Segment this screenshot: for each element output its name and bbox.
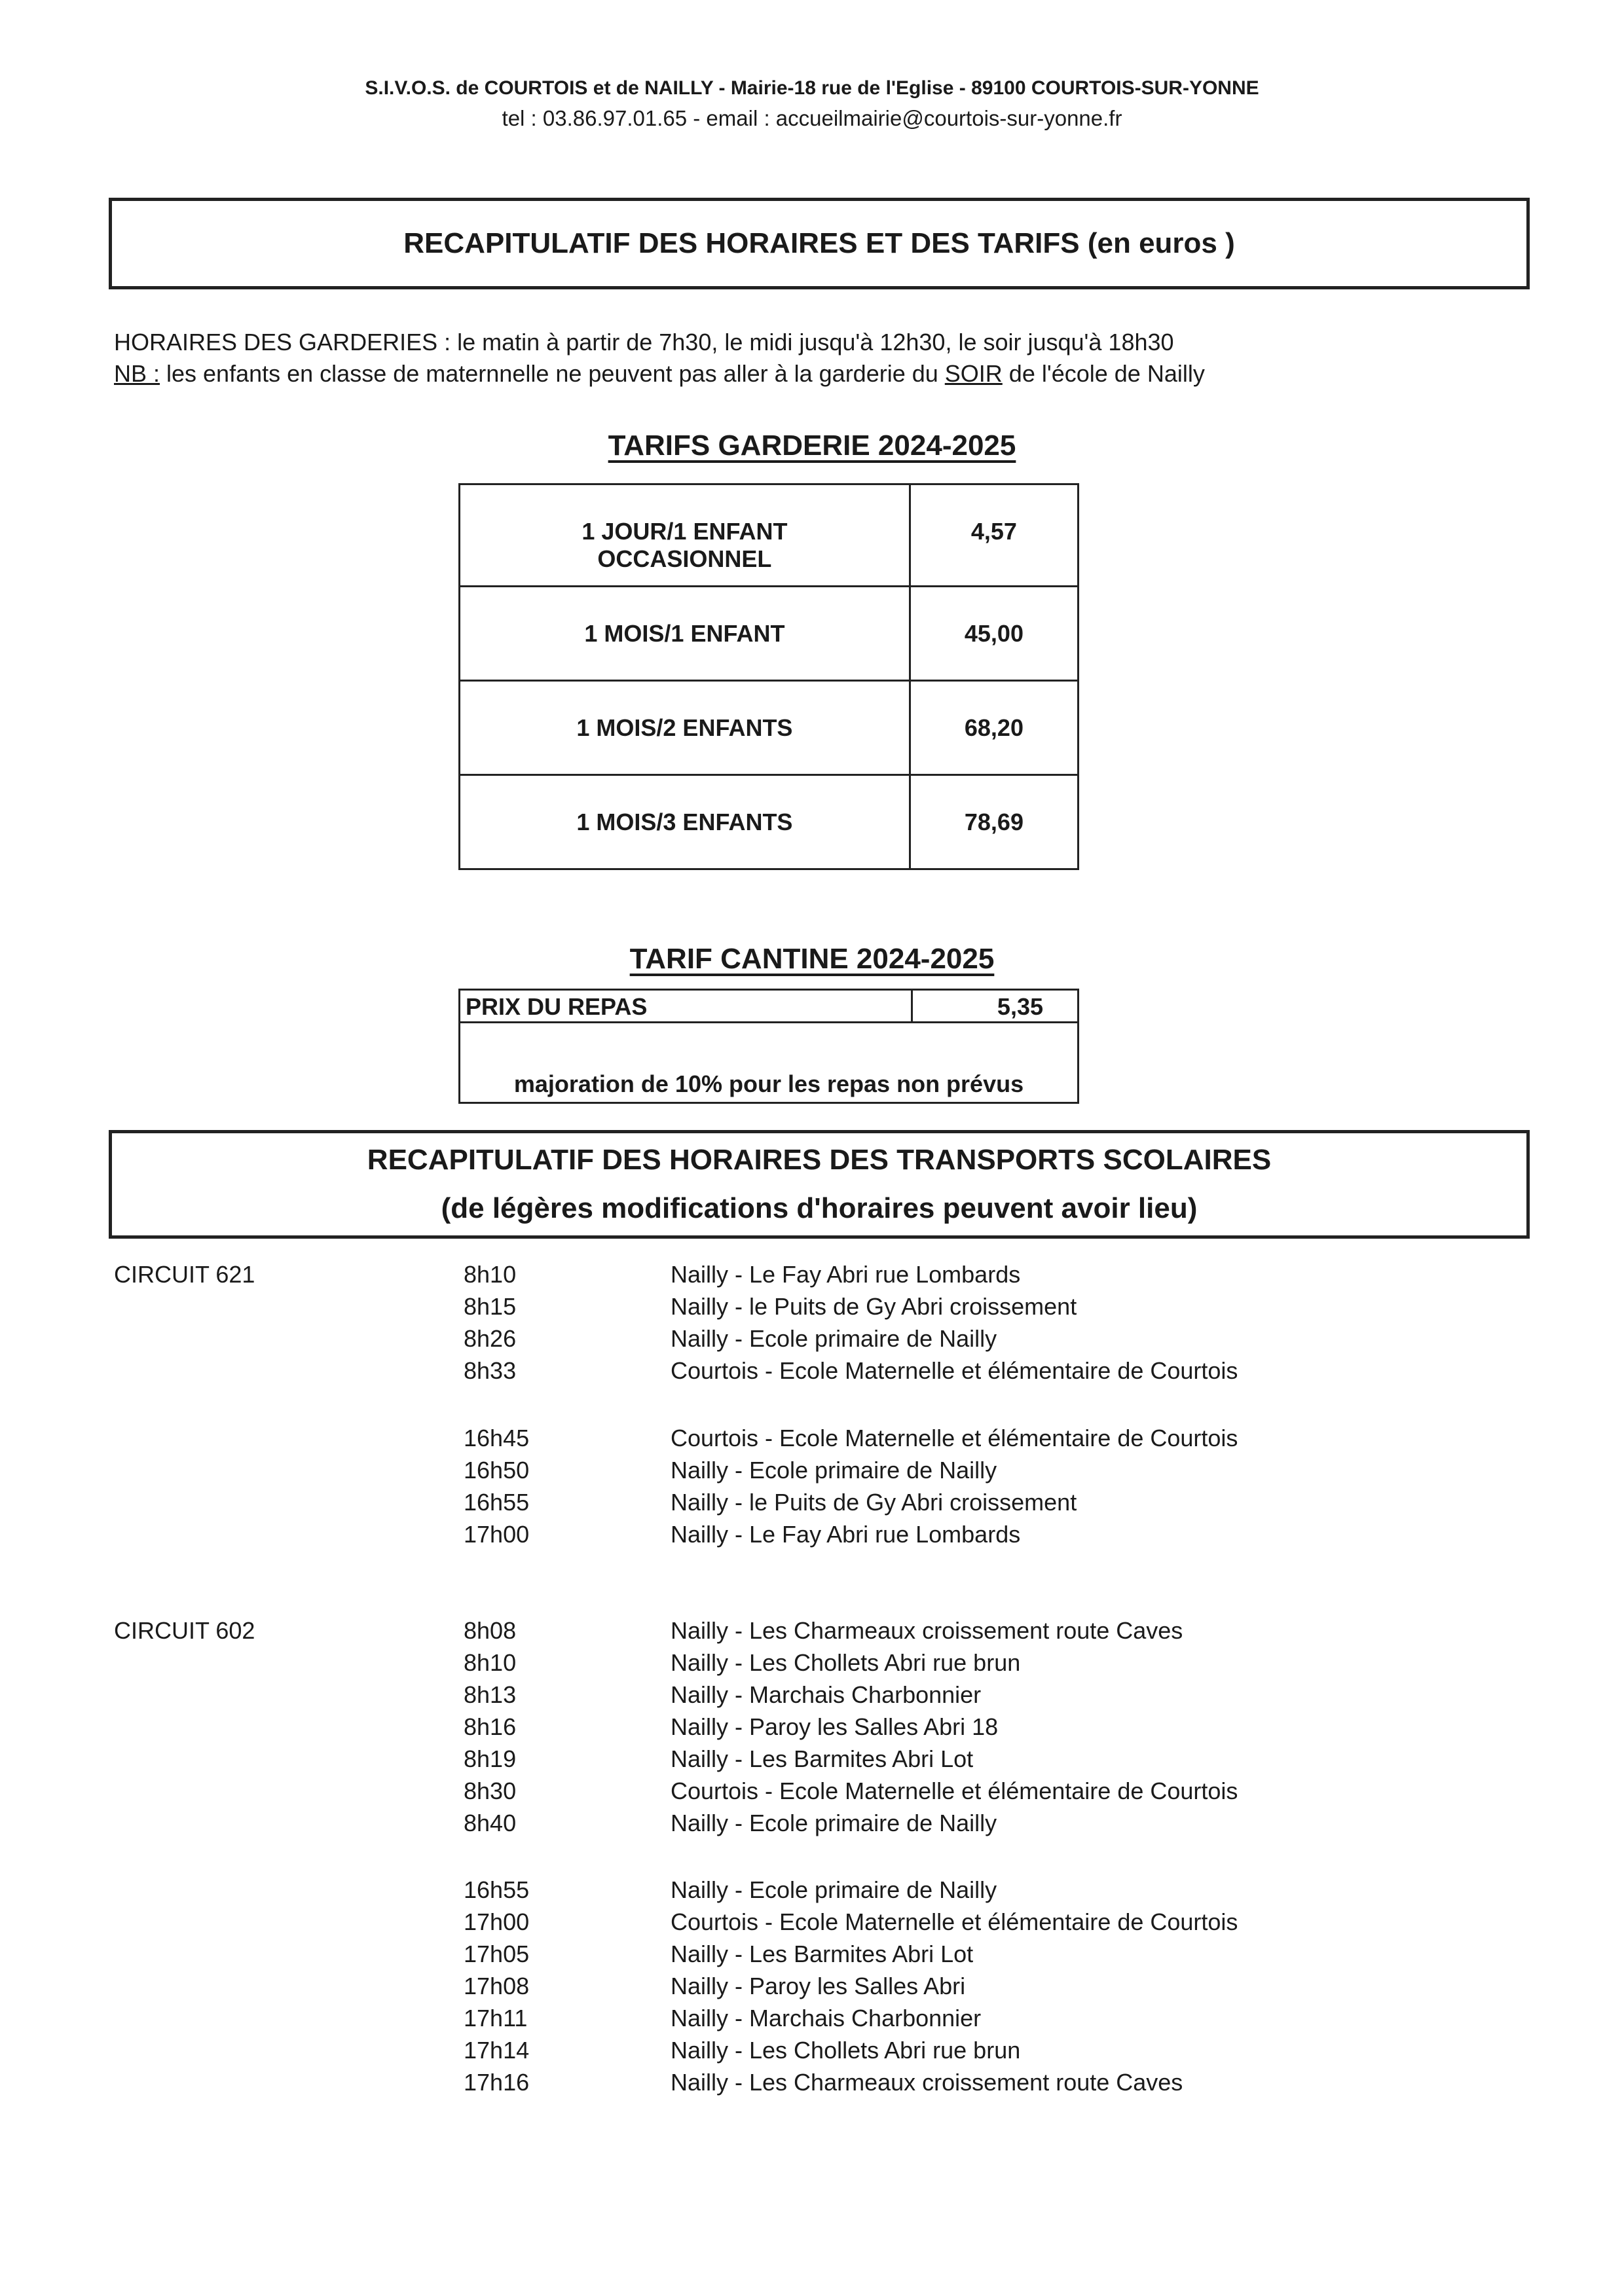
- stop-place: Courtois - Ecole Maternelle et élémentaire de Courtois: [671, 1777, 1238, 1804]
- stop-time: 17h00: [464, 1521, 530, 1548]
- recap-title: RECAPITULATIF DES HORAIRES ET DES TARIFS (en euros ): [403, 227, 1235, 259]
- stop-place: Nailly - Paroy les Salles Abri 18: [671, 1713, 999, 1740]
- garderie-label: 1 MOIS/1 ENFANT: [460, 587, 910, 681]
- list-item: [0, 1745, 1624, 1778]
- stop-place: Nailly - Paroy les Salles Abri: [671, 1973, 966, 1999]
- garderie-value: 45,00: [910, 587, 1078, 681]
- stop-time: 17h08: [464, 1973, 530, 1999]
- stop-time: 8h10: [464, 1649, 517, 1676]
- stop-time: 16h50: [464, 1457, 530, 1484]
- stop-time: 17h00: [464, 1908, 530, 1935]
- stop-time: 17h14: [464, 2037, 530, 2064]
- nb-text-2: de l'école de Nailly: [1002, 360, 1205, 387]
- stop-time: 8h30: [464, 1777, 517, 1804]
- org-address-line: S.I.V.O.S. de COURTOIS et de NAILLY - Mairie-18 rue de l'Eglise - 89100 COURTOIS-SUR-YONNE: [365, 77, 1259, 99]
- stop-place: Nailly - Les Chollets Abri rue brun: [671, 2037, 1021, 2064]
- stop-place: Courtois - Ecole Maternelle et élémentaire de Courtois: [671, 1908, 1238, 1935]
- garderie-label: [460, 484, 910, 587]
- stop-time: 8h19: [464, 1745, 517, 1772]
- list-item: [0, 1876, 1624, 1909]
- list-item: [0, 2037, 1624, 2069]
- recap-title-box: [109, 198, 1530, 289]
- transport-title: RECAPITULATIF DES HORAIRES DES TRANSPORTS SCOLAIRES: [367, 1144, 1272, 1176]
- circuit-name: CIRCUIT 602: [114, 1617, 255, 1644]
- stop-place: Nailly - Ecole primaire de Nailly: [671, 1876, 997, 1903]
- stop-place: Nailly - le Puits de Gy Abri croissement: [671, 1293, 1077, 1320]
- stop-place: Nailly - Marchais Charbonnier: [671, 2005, 982, 2032]
- list-item: [0, 1810, 1624, 1842]
- stop-time: 17h16: [464, 2069, 530, 2096]
- stop-time: 8h13: [464, 1681, 517, 1708]
- nb-text-1: les enfants en classe de maternnelle ne peuvent pas aller à la garderie du: [160, 360, 945, 387]
- list-item: [0, 1681, 1624, 1714]
- stop-time: 8h10: [464, 1261, 517, 1288]
- garderie-hours: HORAIRES DES GARDERIES : le matin à partir de 7h30, le midi jusqu'à 12h30, le soir jusqu'à 18h30: [114, 329, 1174, 355]
- stop-place: Nailly - Ecole primaire de Nailly: [671, 1457, 997, 1484]
- cantine-divider: [911, 991, 913, 1023]
- stop-place: Nailly - Les Charmeaux croissement route Caves: [671, 1617, 1183, 1644]
- stop-time: 17h05: [464, 1941, 530, 1967]
- stop-place: Nailly - Le Fay Abri rue Lombards: [671, 1521, 1021, 1548]
- stop-time: 8h40: [464, 1810, 517, 1836]
- stop-place: Nailly - Les Charmeaux croissement route Caves: [671, 2069, 1183, 2096]
- stop-place: Nailly - Ecole primaire de Nailly: [671, 1325, 997, 1352]
- stop-time: 16h55: [464, 1876, 530, 1903]
- garderie-value: 68,20: [910, 681, 1078, 775]
- garderie-value: 78,69: [910, 775, 1078, 869]
- list-item: [0, 1941, 1624, 1973]
- stop-time: 16h45: [464, 1425, 530, 1451]
- garderie-value: 4,57: [910, 484, 1078, 587]
- cantine-title: TARIF CANTINE 2024-2025: [629, 943, 995, 975]
- list-item: [0, 2069, 1624, 2102]
- stop-place: Nailly - le Puits de Gy Abri croissement: [671, 1489, 1077, 1516]
- stop-place: Nailly - Marchais Charbonnier: [671, 1681, 982, 1708]
- list-item: [0, 1325, 1624, 1358]
- list-item: [0, 1489, 1624, 1522]
- garderie-label: 1 MOIS/3 ENFANTS: [460, 775, 910, 869]
- list-item: [0, 1425, 1624, 1457]
- transport-title-box: [109, 1130, 1530, 1239]
- stop-place: Nailly - Les Barmites Abri Lot: [671, 1941, 974, 1967]
- cantine-note: majoration de 10% pour les repas non prévus: [513, 1070, 1024, 1097]
- garderie-table: [458, 483, 1079, 870]
- garderie-title: TARIFS GARDERIE 2024-2025: [608, 429, 1016, 462]
- list-item: [0, 1973, 1624, 2005]
- stop-place: Courtois - Ecole Maternelle et élémentaire de Courtois: [671, 1357, 1238, 1384]
- garderie-label-line: 1 JOUR/1 ENFANT: [581, 518, 788, 545]
- table-row: [460, 587, 1079, 681]
- cantine-label: PRIX DU REPAS: [466, 993, 648, 1020]
- stop-place: Nailly - Les Chollets Abri rue brun: [671, 1649, 1021, 1676]
- list-item: [0, 1293, 1624, 1326]
- garderie-label-line: OCCASIONNEL: [597, 545, 772, 572]
- stop-time: 16h55: [464, 1489, 530, 1516]
- contact-line: tel : 03.86.97.01.65 - email : accueilmairie@courtois-sur-yonne.fr: [502, 106, 1122, 130]
- nb-label: NB :: [114, 360, 160, 387]
- stop-time: 17h11: [464, 2005, 528, 2032]
- list-item: [0, 1908, 1624, 1941]
- list-item: [0, 1357, 1624, 1390]
- table-row: [460, 775, 1079, 869]
- stop-place: Nailly - Ecole primaire de Nailly: [671, 1810, 997, 1836]
- stop-time: 8h26: [464, 1325, 517, 1352]
- list-item: [0, 1713, 1624, 1746]
- list-item: [0, 1617, 1624, 1650]
- nb-note: [114, 360, 1205, 388]
- list-item: [0, 1777, 1624, 1810]
- table-row: [460, 484, 1079, 587]
- list-item: [0, 1521, 1624, 1554]
- nb-soir: SOIR: [944, 360, 1003, 387]
- transport-subtitle: (de légères modifications d'horaires peuvent avoir lieu): [441, 1192, 1198, 1224]
- list-item: [0, 1261, 1624, 1294]
- list-item: [0, 1457, 1624, 1489]
- circuit-name: CIRCUIT 621: [114, 1261, 255, 1288]
- stop-time: 8h33: [464, 1357, 517, 1384]
- table-row: [460, 681, 1079, 775]
- cantine-value: 5,35: [997, 993, 1043, 1020]
- list-item: [0, 2005, 1624, 2037]
- stop-time: 8h15: [464, 1293, 517, 1320]
- cantine-table: [458, 989, 1079, 1104]
- stop-place: Nailly - Les Barmites Abri Lot: [671, 1745, 974, 1772]
- stop-time: 8h16: [464, 1713, 517, 1740]
- garderie-label: 1 MOIS/2 ENFANTS: [460, 681, 910, 775]
- stop-time: 8h08: [464, 1617, 517, 1644]
- stop-place: Nailly - Le Fay Abri rue Lombards: [671, 1261, 1021, 1288]
- stop-place: Courtois - Ecole Maternelle et élémentaire de Courtois: [671, 1425, 1238, 1451]
- list-item: [0, 1649, 1624, 1682]
- cantine-row: [460, 991, 1077, 1023]
